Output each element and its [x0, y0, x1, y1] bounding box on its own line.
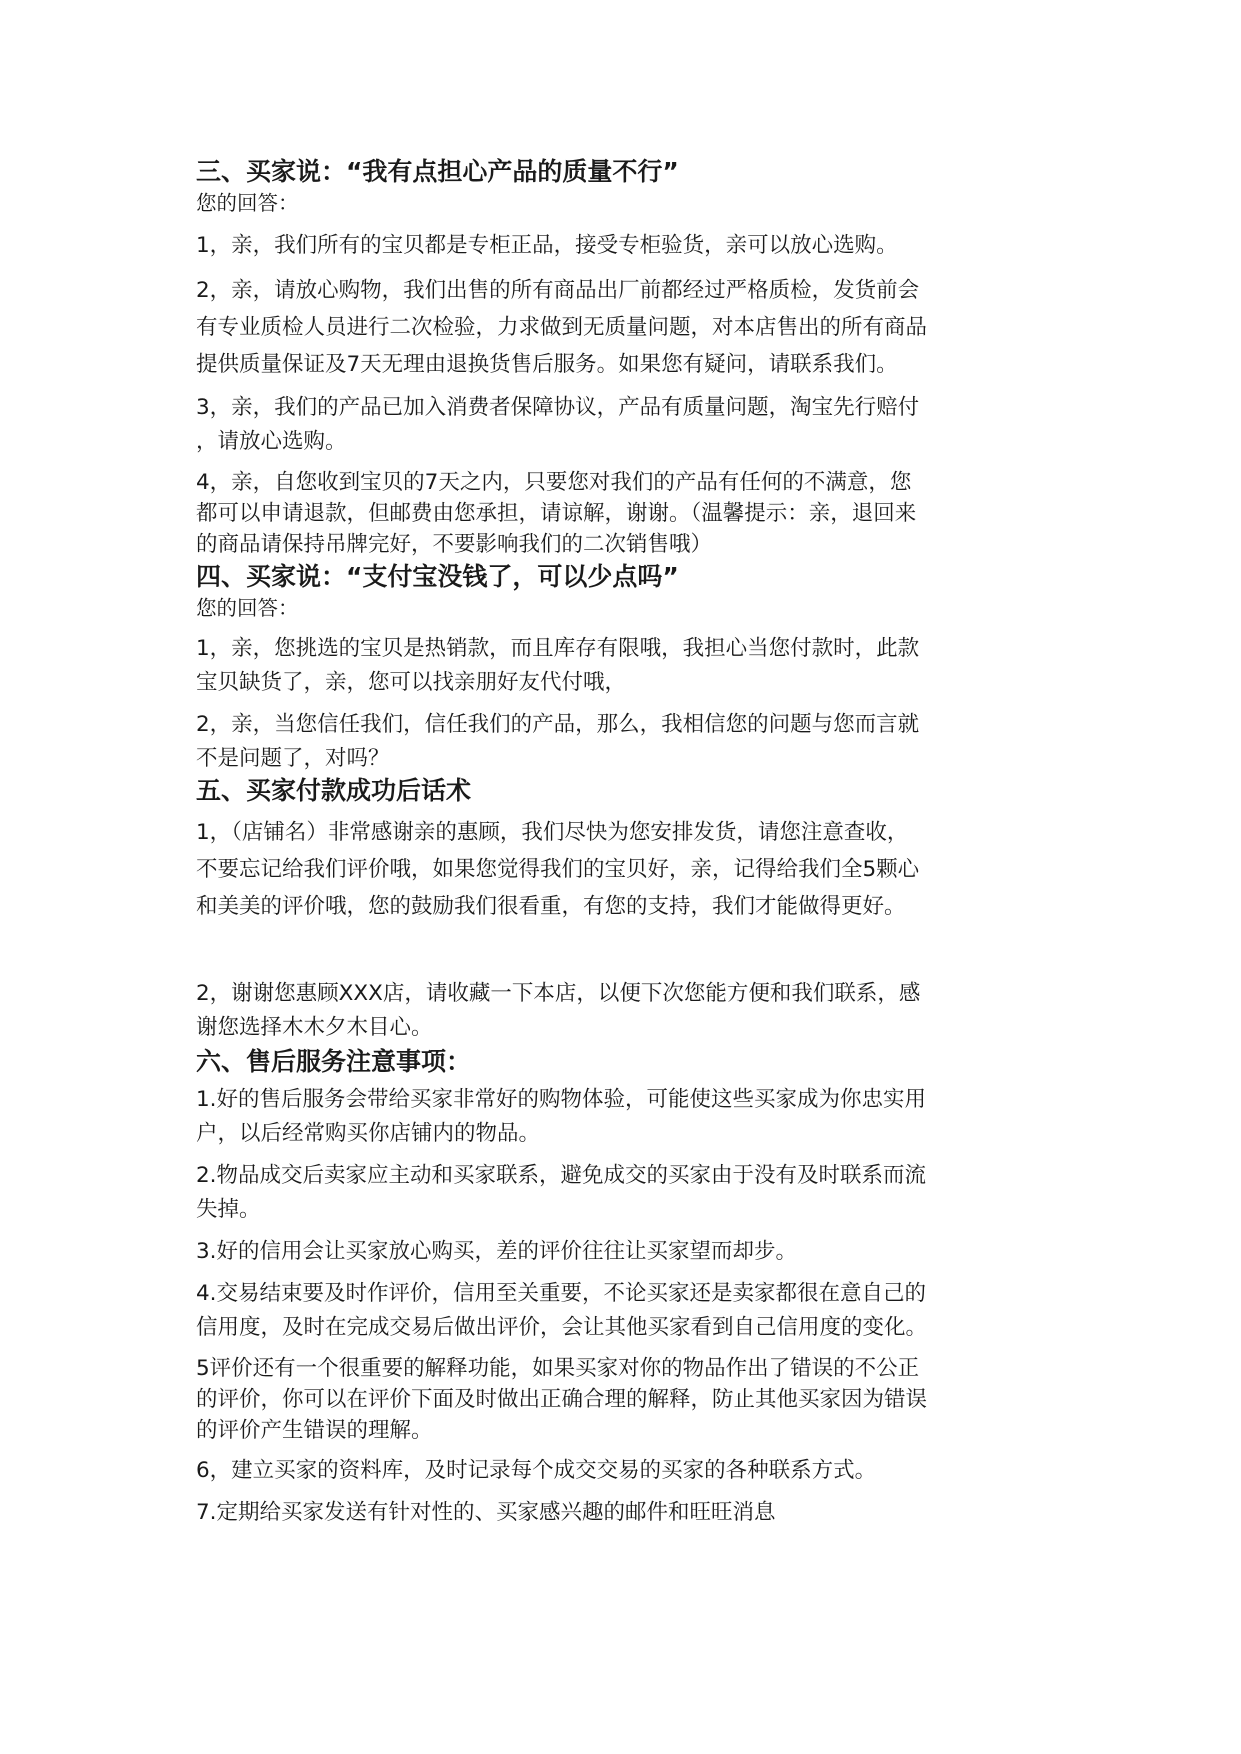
section-6-heading: 六、售后服务注意事项：	[196, 1047, 472, 1076]
text-line: 失掉。	[196, 1197, 261, 1222]
text-line: 的商品请保持吊牌完好，不要影响我们的二次销售哦）	[196, 532, 713, 557]
section-3-paragraph-1	[196, 227, 1056, 264]
section-4-paragraph-1	[196, 632, 1056, 700]
text-line: 信用度，及时在完成交易后做出评价，会让其他买家看到自己信用度的变化。	[196, 1315, 928, 1340]
section-6-paragraph-1	[196, 1083, 1056, 1151]
text-line: 3，亲，我们的产品已加入消费者保障协议，产品有质量问题，淘宝先行赔付	[196, 395, 920, 420]
text-line: ，请放心选购。	[196, 429, 347, 454]
text-line: 2，谢谢您惠顾XXX店，请收藏一下本店，以便下次您能方便和我们联系，感	[196, 981, 921, 1006]
text-line: 的评价产生错误的理解。	[196, 1418, 433, 1443]
section-5-heading: 五、买家付款成功后话术	[196, 776, 472, 805]
section-6-paragraph-2	[196, 1159, 1056, 1227]
text-line: 2.物品成交后卖家应主动和买家联系，避免成交的买家由于没有及时联系而流	[196, 1163, 927, 1188]
text-line: 1.好的售后服务会带给买家非常好的购物体验，可能使这些买家成为你忠实用	[196, 1087, 927, 1112]
text-line: 都可以申请退款，但邮费由您承担，请谅解，谢谢。（温馨提示：亲，退回来	[196, 501, 917, 526]
text-line: 提供质量保证及7天无理由退换货售后服务。如果您有疑问，请联系我们。	[196, 352, 898, 377]
section-6-paragraph-3	[196, 1235, 1056, 1269]
text-line: 和美美的评价哦，您的鼓励我们很看重，有您的支持，我们才能做得更好。	[196, 894, 906, 919]
section-5-paragraph-1	[196, 814, 1056, 925]
text-line: 4.交易结束要及时作评价，信用至关重要，不论买家还是卖家都很在意自己的	[196, 1281, 927, 1306]
section-5-paragraph-2	[196, 977, 1056, 1045]
text-line: 2，亲，当您信任我们，信任我们的产品，那么，我相信您的问题与您而言就	[196, 712, 920, 737]
text-line: 7.定期给买家发送有针对性的、买家感兴趣的邮件和旺旺消息	[196, 1500, 776, 1525]
section-3-paragraph-4	[196, 467, 1056, 560]
text-line: 谢您选择木木夕木目心。	[196, 1015, 433, 1040]
section-3-lead: 您的回答：	[196, 191, 299, 215]
section-3-paragraph-3	[196, 391, 1056, 459]
text-line: 1，亲，您挑选的宝贝是热销款，而且库存有限哦，我担心当您付款时，此款	[196, 636, 920, 661]
section-6-paragraph-5	[196, 1353, 1056, 1446]
text-line: 的评价，你可以在评价下面及时做出正确合理的解释，防止其他买家因为错误	[196, 1387, 928, 1412]
section-3-paragraph-2	[196, 272, 1056, 383]
section-4-lead: 您的回答：	[196, 596, 299, 620]
text-line: 不是问题了，对吗？	[196, 746, 390, 771]
section-6-paragraph-7	[196, 1496, 1056, 1530]
text-line: 4，亲，自您收到宝贝的7天之内，只要您对我们的产品有任何的不满意，您	[196, 470, 912, 495]
text-line: 3.好的信用会让买家放心购买，差的评价往往让买家望而却步。	[196, 1239, 798, 1264]
text-line: 1，亲，我们所有的宝贝都是专柜正品，接受专柜验货，亲可以放心选购。	[196, 233, 898, 258]
section-4-paragraph-2	[196, 708, 1056, 776]
text-line: 户，以后经常购买你店铺内的物品。	[196, 1121, 541, 1146]
text-line: 1，（店铺名）非常感谢亲的惠顾，我们尽快为您安排发货，请您注意查收，	[196, 820, 909, 845]
document-body	[196, 155, 1056, 1538]
text-line: 2，亲，请放心购物，我们出售的所有商品出厂前都经过严格质检，发货前会	[196, 278, 920, 303]
text-line: 5评价还有一个很重要的解释功能，如果买家对你的物品作出了错误的不公正	[196, 1356, 920, 1381]
text-line: 6，建立买家的资料库，及时记录每个成交交易的买家的各种联系方式。	[196, 1458, 877, 1483]
text-line: 宝贝缺货了，亲，您可以找亲朋好友代付哦，	[196, 670, 627, 695]
text-line: 不要忘记给我们评价哦，如果您觉得我们的宝贝好，亲，记得给我们全5颗心	[196, 857, 920, 882]
section-6-paragraph-6	[196, 1454, 1056, 1488]
text-line: 有专业质检人员进行二次检验，力求做到无质量问题，对本店售出的所有商品	[196, 315, 928, 340]
section-4-heading: 四、买家说：“支付宝没钱了，可以少点吗”	[196, 562, 679, 591]
section-6-paragraph-4	[196, 1277, 1056, 1345]
section-3-heading: 三、买家说：“我有点担心产品的质量不行”	[196, 157, 679, 186]
